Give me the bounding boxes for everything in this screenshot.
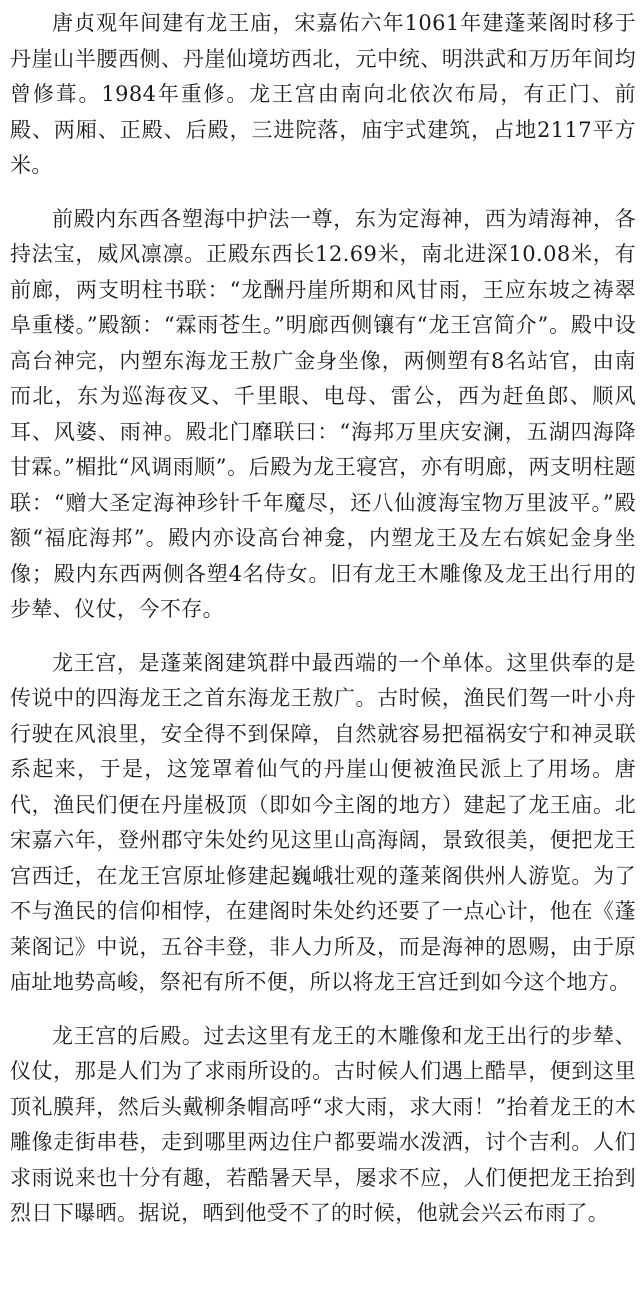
paragraph-rear-hall: 龙王宫的后殿。过去这里有龙王的木雕像和龙王出行的步辇、仪仗，那是人们为了求雨所设的。古时候人们遇上酷旱，便到这里顶礼膜拜，然后头戴柳条帽高呼“求大雨，求大雨！”抬着龙王的木雕像走街串巷，走到哪里两边住户都要端水泼洒，讨个吉利。人们求雨说来也十分有趣，若酷暑天旱，屡求不应，人们便把龙王抬到烈日下曝晒。据说，晒到他受不了的时候，他就会兴云布雨了。 <box>10 1023 636 1225</box>
paragraph-legend: 龙王宫，是蓬莱阁建筑群中最西端的一个单体。这里供奉的是传说中的四海龙王之首东海龙王敖广。古时候，渔民们驾一叶小舟行驶在风浪里，安全得不到保障，自然就容易把福祸安宁和神灵联系起来，于是，这笼罩着仙气的丹崖山便被渔民派上了用场。唐代，渔民们便在丹崖极顶（即如今主阁的地方）建起了龙王庙。北宋嘉六年，登州郡守朱处约见这里山高海阔，景致很美，便把龙王宫西迁，在龙王宫原址修建起巍峨壮观的蓬莱阁供州人游览。为了不与渔民的信仰相悖，在建阁时朱处约还要了一点心计，他在《蓬莱阁记》中说，五谷丰登，非人力所及，而是海神的恩赐，由于原庙址地势高峻，祭祀有所不便，所以将龙王宫迁到如今这个地方。 <box>10 650 636 994</box>
paragraph-history: 唐贞观年间建有龙王庙，宋嘉佑六年1061年建蓬莱阁时移于丹崖山半腰西侧、丹崖仙境坊西北，元中统、明洪武和万历年间均曾修葺。1984年重修。龙王宫由南向北依次布局，有正门、前殿、两厢、正殿、后殿，三进院落，庙宇式建筑，占地2117平方米。 <box>10 11 636 177</box>
paragraph-halls: 前殿内东西各塑海中护法一尊，东为定海神，西为靖海神，各持法宝，威风凛凛。正殿东西长12.69米，南北进深10.08米，有前廊，两支明柱书联：“龙酬丹崖所期和风甘雨，王应东坡之祷翠阜重楼。”殿额：“霖雨苍生。”明廊西侧镶有“龙王宫简介”。殿中设高台神完，内塑东海龙王敖广金身坐像，两侧塑有8名站官，由南而北，东为巡海夜叉、千里眼、电母、雷公，西为赶鱼郎、顺风耳、风婆、雨神。殿北门靡联曰：“海邦万里庆安澜，五湖四海降甘霖。”楣批“风调雨顺”。后殿为龙王寝宫，亦有明廊，两支明柱题联：“赠大圣定海神珍针千年魔尽，还八仙渡海宝物万里波平。”殿额“福庇海邦”。殿内亦设高台神龛，内塑龙王及左右嫔妃金身坐像；殿内东西两侧各塑4名侍女。旧有龙王木雕像及龙王出行用的步辇、仪仗，今不存。 <box>10 206 636 621</box>
